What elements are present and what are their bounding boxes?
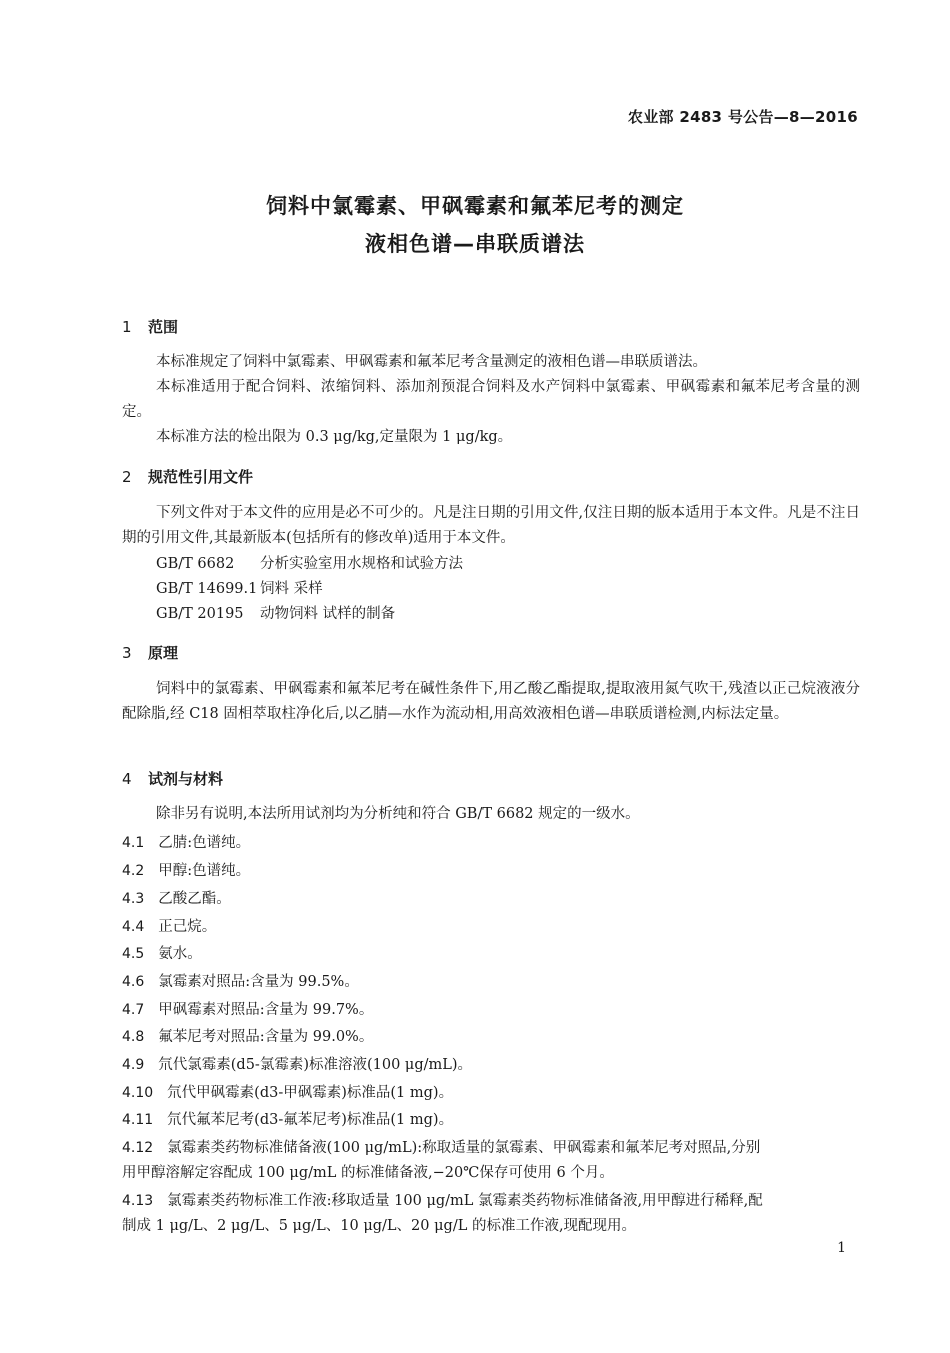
reagent-item (122, 970, 359, 991)
item-number: 4.10 (122, 1085, 154, 1101)
item-number: 4.4 (122, 919, 145, 935)
item-text: 氯霉素类药物标准工作液:移取适量 100 μg/mL 氯霉素类药物标准储备液,用甲醇进行稀释,配 (167, 1193, 763, 1209)
section-title: 原理 (148, 644, 179, 662)
item-number: 4.12 (122, 1140, 154, 1156)
reagent-item (122, 831, 250, 852)
reagent-item (122, 942, 202, 963)
principle-paragraph: 饲料中的氯霉素、甲砜霉素和氟苯尼考在碱性条件下,用乙酸乙酯提取,提取液用氮气吹干,残渣以正己烷液液分配除脂,经 C18 固相萃取柱净化后,以乙腈—水作为流动相,用高效液相色谱—串联质谱检测,内标法定量。 (122, 681, 860, 722)
item-number: 4.9 (122, 1057, 145, 1073)
item-text: 氯霉素类药物标准储备液(100 μg/mL):称取适量的氯霉素、甲砜霉素和氟苯尼考对照品,分别 (167, 1140, 761, 1156)
item-number: 4.2 (122, 863, 145, 879)
section-heading-scope (122, 316, 178, 337)
reference-name: 动物饲料 试样的制备 (260, 606, 396, 622)
reference-code: GB/T 20195 (156, 606, 244, 622)
section-title: 范围 (148, 318, 179, 336)
scope-paragraph-3: 本标准方法的检出限为 0.3 μg/kg,定量限为 1 μg/kg。 (156, 429, 513, 445)
section-heading-reagents (122, 768, 223, 789)
reference-code: GB/T 14699.1 (156, 581, 258, 597)
item-text: 正己烷。 (158, 919, 217, 935)
reference-name: 饲料 采样 (260, 581, 323, 597)
section-heading-references (122, 466, 253, 487)
reagent-item (122, 915, 216, 936)
reference-name: 分析实验室用水规格和试验方法 (260, 556, 463, 572)
item-number: 4.6 (122, 974, 145, 990)
section-number: 2 (122, 468, 132, 486)
item-number: 4.7 (122, 1002, 145, 1018)
item-number: 4.3 (122, 891, 145, 907)
reference-code: GB/T 6682 (156, 556, 235, 572)
reagent-item (122, 998, 373, 1019)
reagent-item (122, 1136, 760, 1157)
reagent-item (122, 1108, 453, 1129)
reference-item (156, 577, 323, 598)
section-number: 4 (122, 770, 132, 788)
item-text: 氯霉素对照品:含量为 99.5%。 (158, 974, 359, 990)
item-number: 4.11 (122, 1112, 154, 1128)
reagent-item (122, 859, 250, 880)
reagent-item (122, 1081, 453, 1102)
section-number: 3 (122, 644, 132, 662)
item-text: 乙腈:色谱纯。 (158, 835, 251, 851)
reference-item (156, 602, 395, 623)
item-text: 氨水。 (158, 946, 202, 962)
item-text: 甲醇:色谱纯。 (158, 863, 251, 879)
item-number: 4.5 (122, 946, 145, 962)
item-text: 氘代甲砜霉素(d3-甲砜霉素)标准品(1 mg)。 (167, 1085, 454, 1101)
reagent-item-continuation: 制成 1 μg/L、2 μg/L、5 μg/L、10 μg/L、20 μg/L 的标准工作液,现配现用。 (122, 1218, 637, 1234)
item-text: 氘代氯霉素(d5-氯霉素)标准溶液(100 μg/mL)。 (158, 1057, 473, 1073)
reagent-item (122, 887, 231, 908)
item-text: 氘代氟苯尼考(d3-氟苯尼考)标准品(1 mg)。 (167, 1112, 454, 1128)
scope-paragraph-1: 本标准规定了饲料中氯霉素、甲砜霉素和氟苯尼考含量测定的液相色谱—串联质谱法。 (156, 354, 707, 370)
reagent-item (122, 1053, 472, 1074)
references-intro: 下列文件对于本文件的应用是必不可少的。凡是注日期的引用文件,仅注日期的版本适用于本文件。凡是不注日期的引用文件,其最新版本(包括所有的修改单)适用于本文件。 (122, 505, 860, 546)
item-text: 氟苯尼考对照品:含量为 99.0%。 (158, 1029, 374, 1045)
item-number: 4.8 (122, 1029, 145, 1045)
section-number: 1 (122, 318, 132, 336)
page-number: 1 (837, 1240, 846, 1256)
document-header: 农业部 2483 号公告—8—2016 (627, 108, 858, 126)
reagents-intro: 除非另有说明,本法所用试剂均为分析纯和符合 GB/T 6682 规定的一级水。 (156, 806, 640, 822)
section-heading-principle (122, 642, 178, 663)
reagent-item (122, 1025, 373, 1046)
reagent-item-continuation: 用甲醇溶解定容配成 100 μg/mL 的标准储备液,−20℃保存可使用 6 个月。 (122, 1165, 614, 1181)
item-text: 乙酸乙酯。 (158, 891, 231, 907)
scope-paragraph-2: 本标准适用于配合饲料、浓缩饲料、添加剂预混合饲料及水产饲料中氯霉素、甲砜霉素和氟苯尼考含量的测定。 (122, 379, 860, 420)
item-text: 甲砜霉素对照品:含量为 99.7%。 (158, 1002, 374, 1018)
item-number: 4.13 (122, 1193, 154, 1209)
reference-item (156, 552, 463, 573)
section-title: 规范性引用文件 (148, 468, 254, 486)
reagent-item (122, 1189, 763, 1210)
document-title-line1: 饲料中氯霉素、甲砜霉素和氟苯尼考的测定 (266, 194, 684, 218)
section-title: 试剂与材料 (148, 770, 224, 788)
item-number: 4.1 (122, 835, 145, 851)
document-title-line2: 液相色谱—串联质谱法 (365, 232, 585, 256)
